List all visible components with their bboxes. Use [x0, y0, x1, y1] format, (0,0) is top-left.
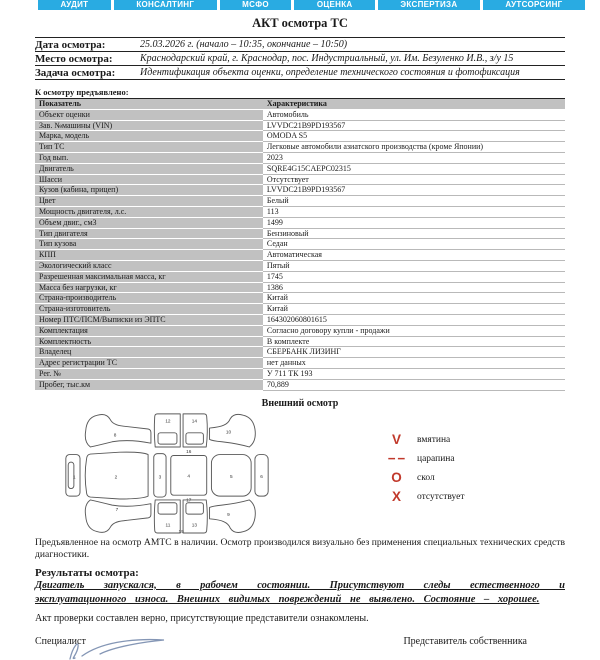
- results-heading: Результаты осмотра:: [35, 566, 139, 579]
- diagram-label: 10: [225, 430, 232, 436]
- diagram-label: 2: [114, 475, 118, 481]
- row-value: 1499: [263, 217, 565, 228]
- row-value: Китай: [263, 304, 565, 315]
- table-row: [35, 196, 565, 207]
- row-key: Кузов (кабина, прицеп): [35, 185, 263, 196]
- row-value: OMODA S5: [263, 131, 565, 142]
- table-row: [35, 185, 565, 196]
- presence-note: Предъявленное на осмотр АМТС в наличии. Осмотр производился визуально без применения специальных технических средств диагностики.: [35, 536, 565, 561]
- scratch-icon: − −: [387, 451, 405, 467]
- page-title: АКТ осмотра ТС: [252, 16, 348, 30]
- tab-msfo[interactable]: МСФО: [220, 0, 292, 10]
- row-value: Седан: [263, 239, 565, 250]
- meta-label-date: Дата осмотра:: [35, 38, 138, 52]
- row-key: Объем двиг., см3: [35, 217, 263, 228]
- tab-audit[interactable]: АУДИТ: [38, 0, 111, 10]
- table-row: [35, 109, 565, 120]
- row-value: Автомобиль: [263, 109, 565, 120]
- diagram-label: 1: [73, 475, 76, 481]
- diagram-label: 19: [178, 529, 184, 534]
- row-value: Согласно договору купли - продажи: [263, 325, 565, 336]
- table-row: [35, 368, 565, 379]
- table-row: [35, 217, 565, 228]
- row-key: КПП: [35, 250, 263, 261]
- diagram-label: 5: [229, 474, 233, 480]
- panel-front-right-fender: [85, 499, 151, 531]
- table-row: [35, 120, 565, 131]
- row-key: Рег. №: [35, 368, 263, 379]
- meta-row-task: [35, 66, 565, 80]
- row-key: Год вып.: [35, 152, 263, 163]
- front-left-door-window: [158, 432, 177, 443]
- tab-consulting[interactable]: КОНСАЛТИНГ: [114, 0, 217, 10]
- row-value: Бензиновый: [263, 228, 565, 239]
- meta-value-date: 25.03.2026 г. (начало – 10:35, окончание – 10:50): [138, 38, 565, 52]
- meta-label-place: Место осмотра:: [35, 52, 138, 66]
- table-row: [35, 163, 565, 174]
- diagram-label: 7: [115, 507, 119, 513]
- panel-rear-right-fender: [210, 499, 256, 532]
- diagram-label: 17: [186, 497, 192, 503]
- row-value: нет данных: [263, 358, 565, 369]
- row-value: Китай: [263, 293, 565, 304]
- legend-label: вмятина: [417, 435, 451, 446]
- chip-icon: O: [391, 470, 401, 486]
- top-tab-bar: [38, 0, 585, 10]
- row-value: Автоматическая: [263, 250, 565, 261]
- row-key: Марка, модель: [35, 131, 263, 142]
- row-value: Белый: [263, 196, 565, 207]
- table-row: [35, 282, 565, 293]
- row-key: Цвет: [35, 196, 263, 207]
- row-key: Экологический класс: [35, 260, 263, 271]
- row-value: 164302060801615: [263, 314, 565, 325]
- specialist-label: Специалист: [35, 635, 86, 647]
- meta-row-date: [35, 38, 565, 52]
- tab-ocenka[interactable]: ОЦЕНКА: [294, 0, 375, 10]
- legend-item-chip: [383, 469, 465, 488]
- legend-item-scratch: [383, 450, 465, 469]
- row-value: Легковые автомобили азиатского производства (кроме Японии): [263, 142, 565, 153]
- defects-legend: [383, 431, 465, 507]
- panel-front-left-fender: [85, 414, 151, 446]
- missing-icon: X: [391, 489, 400, 505]
- diagram-label: 11: [165, 522, 171, 528]
- front-right-door-window: [158, 502, 177, 513]
- row-value: LVVDC21B9PD193567: [263, 185, 565, 196]
- row-key: Тип двигателя: [35, 228, 263, 239]
- row-key: Номер ПТС/ПСМ/Выписки из ЭПТС: [35, 314, 263, 325]
- table-row: [35, 347, 565, 358]
- table-row: [35, 142, 565, 153]
- diagram-label: 6: [260, 474, 263, 480]
- meta-value-place: Краснодарский край, г. Краснодар, пос. Индустриальный, ул. Им. Безуленко И.В., з/у 15: [138, 52, 565, 66]
- table-row: [35, 271, 565, 282]
- row-value: Пятый: [263, 260, 565, 271]
- table-row: [35, 228, 565, 239]
- table-row: [35, 314, 565, 325]
- rear-left-door-window: [186, 432, 203, 443]
- row-value: LVVDC21B9PD193567: [263, 120, 565, 131]
- legend-label: царапина: [417, 454, 455, 465]
- diagram-label: 8: [113, 433, 117, 439]
- row-value: 113: [263, 206, 565, 217]
- owner-representative-label: Представитель собственника: [403, 635, 527, 647]
- diagram-label: 12: [165, 418, 171, 424]
- row-key: Комплектность: [35, 336, 263, 347]
- document-body: [35, 12, 565, 647]
- row-key: Тип ТС: [35, 142, 263, 153]
- row-key: Адрес регистрации ТС: [35, 358, 263, 369]
- row-key: Зав. №машины (VIN): [35, 120, 263, 131]
- table-caption: К осмотру предъявлено:: [35, 87, 129, 97]
- diagram-label: 4: [187, 474, 191, 480]
- meta-label-task: Задача осмотра:: [35, 66, 138, 80]
- table-row: [35, 336, 565, 347]
- signature-stroke: [52, 634, 182, 660]
- row-value: 70,889: [263, 379, 565, 390]
- row-value: 2023: [263, 152, 565, 163]
- table-row: [35, 293, 565, 304]
- row-value: Отсутствует: [263, 174, 565, 185]
- tab-expertiza[interactable]: ЭКСПЕРТИЗА: [378, 0, 480, 10]
- table-row: [35, 358, 565, 369]
- table-row: [35, 131, 565, 142]
- external-inspection-title: Внешний осмотр: [261, 397, 339, 409]
- table-row: [35, 304, 565, 315]
- diagram-label: 9: [227, 512, 230, 518]
- results-text: Двигатель запускался, в рабочем состоянии. Присутствуют следы естественного и эксплуатационного износа. Внешних видимых повреждений не выявлено. Состояние – хорошее.: [35, 579, 565, 605]
- diagram-label: 16: [186, 449, 192, 455]
- legend-item-missing: [383, 488, 465, 507]
- table-row: [35, 379, 565, 390]
- row-value: 1386: [263, 282, 565, 293]
- row-key: Мощность двигателя, л.с.: [35, 206, 263, 217]
- row-key: Двигатель: [35, 163, 263, 174]
- meta-value-task: Идентификация объекта оценки, определение технического состояния и фотофиксация: [138, 66, 565, 80]
- row-key: Владелец: [35, 347, 263, 358]
- table-row: [35, 325, 565, 336]
- table-header-row: [35, 99, 565, 110]
- meta-row-place: [35, 52, 565, 66]
- confirmation-note: Акт проверки составлен верно, присутствующие представители ознакомлены.: [35, 612, 369, 624]
- table-row: [35, 152, 565, 163]
- table-row: [35, 260, 565, 271]
- row-key: Объект оценки: [35, 109, 263, 120]
- row-key: Страна-производитель: [35, 293, 263, 304]
- legend-label: отсутствует: [417, 492, 465, 503]
- diagram-label: 14: [191, 418, 198, 424]
- row-key: Пробег, тыс.км: [35, 379, 263, 390]
- inspection-section: [35, 411, 565, 534]
- characteristics-table: [35, 98, 565, 391]
- diagram-label: 3: [158, 475, 162, 481]
- legend-item-dent: [383, 431, 465, 450]
- row-key: Шасси: [35, 174, 263, 185]
- specialist-signature: [52, 634, 182, 660]
- row-key: Разрешенная максимальная масса, кг: [35, 271, 263, 282]
- row-key: Тип кузова: [35, 239, 263, 250]
- car-body-diagram: [63, 411, 271, 534]
- col-header-value: Характеристика: [263, 99, 565, 110]
- row-value: У 711 ТК 193: [263, 368, 565, 379]
- row-value: 1745: [263, 271, 565, 282]
- table-row: [35, 250, 565, 261]
- row-value: СБЕРБАНК ЛИЗИНГ: [263, 347, 565, 358]
- table-row: [35, 239, 565, 250]
- col-header-indicator: Показатель: [35, 99, 263, 110]
- row-key: Комплектация: [35, 325, 263, 336]
- rear-right-door-window: [186, 502, 203, 513]
- row-key: Масса без нагрузки, кг: [35, 282, 263, 293]
- tab-outsourcing[interactable]: АУТСОРСИНГ: [483, 0, 585, 10]
- dent-icon: V: [391, 432, 400, 448]
- table-row: [35, 174, 565, 185]
- panel-rear-left-fender: [210, 414, 256, 447]
- table-row: [35, 206, 565, 217]
- row-key: Страна-изготовитель: [35, 304, 263, 315]
- row-value: В комплекте: [263, 336, 565, 347]
- row-value: SQRE4G15CAEPC02315: [263, 163, 565, 174]
- diagram-label: 13: [191, 522, 198, 528]
- meta-table: [35, 37, 565, 80]
- car-diagram-svg: [63, 411, 271, 534]
- legend-label: скол: [417, 473, 435, 484]
